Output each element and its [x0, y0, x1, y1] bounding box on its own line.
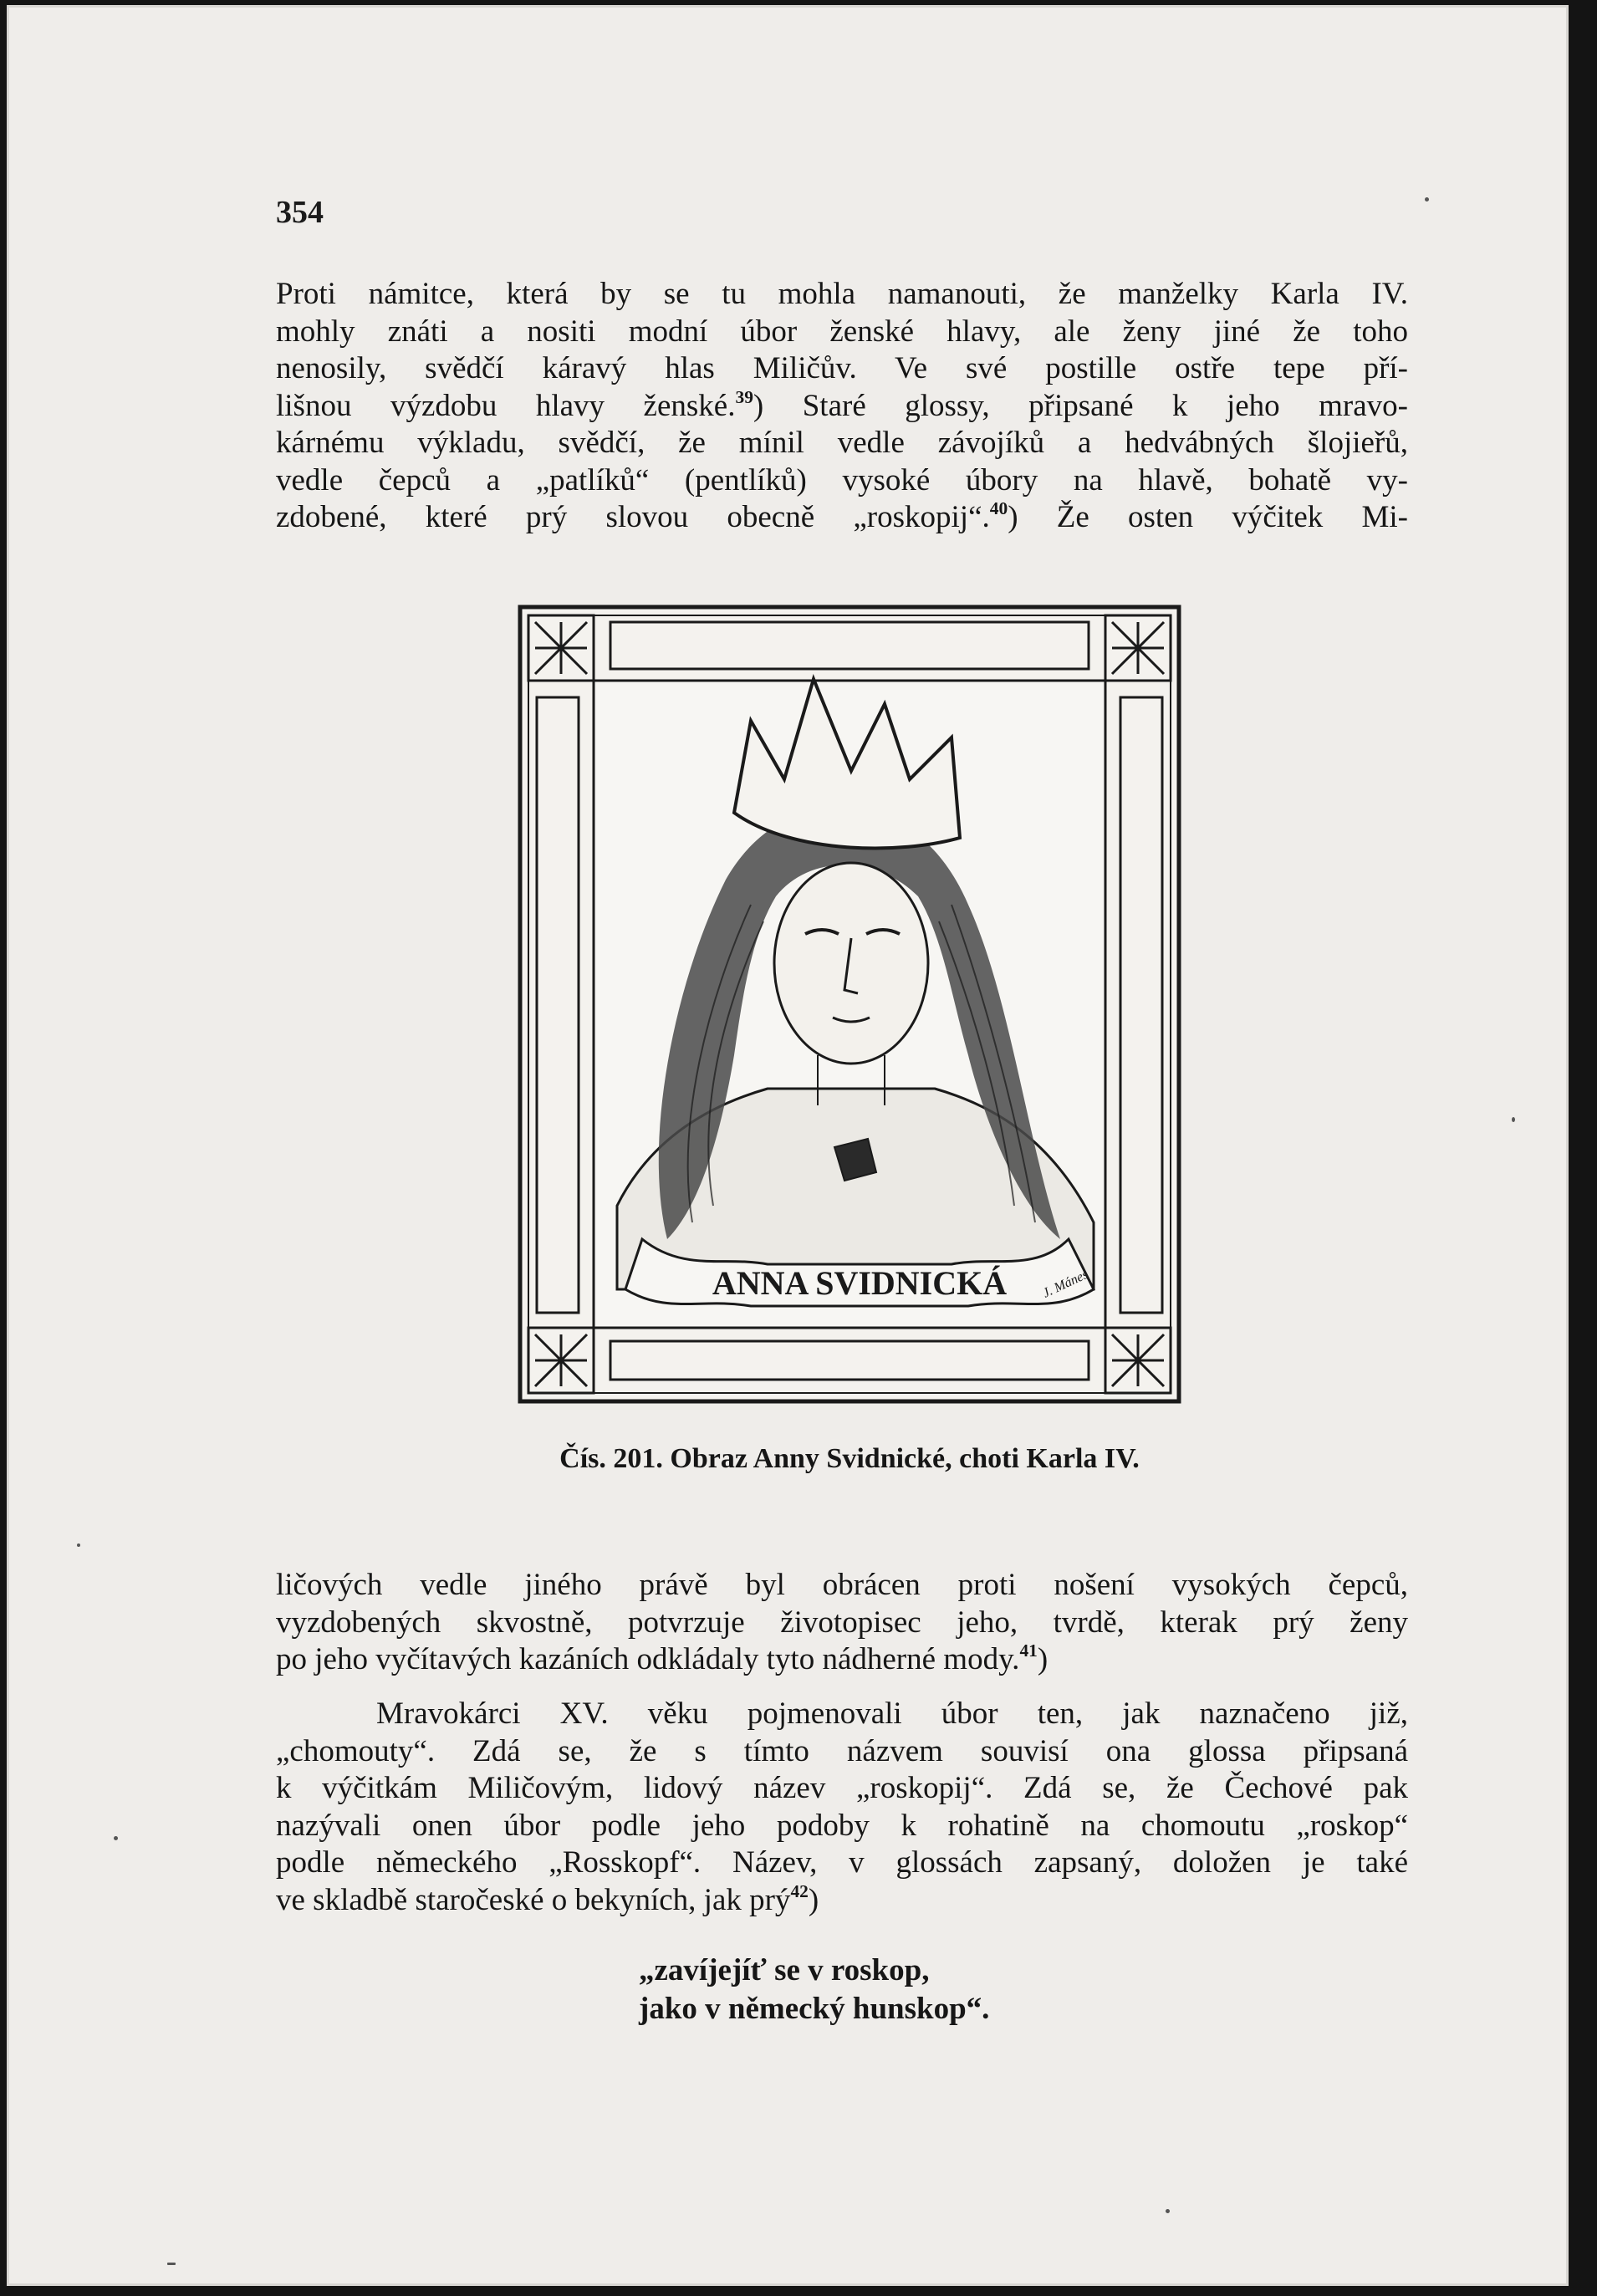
- text-line: podle německého „Rosskopf“. Název, v glossách zapsaný, doložen je také: [276, 1845, 1408, 1880]
- text-line: Proti námitce, která by se tu mohla namanouti, že manželky Karla IV.: [276, 277, 1408, 311]
- text-line: Mravokárci XV. věku pojmenovali úbor ten, jak naznačeno již,: [376, 1696, 1408, 1731]
- portrait-figure: [517, 604, 1182, 1405]
- portrait-engraving: [517, 604, 1182, 1405]
- text-fragment: ): [1037, 1642, 1049, 1676]
- text-fragment: ve skladbě staročeské o bekyních, jak prý: [276, 1882, 791, 1917]
- figure-caption: Čís. 201. Obraz Anny Svidnické, choti Karla IV.: [559, 1443, 1140, 1474]
- quoted-verse: [639, 1952, 1224, 2028]
- text-line: nazývali onen úbor podle jeho podoby k rohatině na chomoutu „roskop“: [276, 1808, 1408, 1843]
- text-fragment: zdobené, které prý slovou obecně „roskopij“.: [276, 500, 990, 534]
- text-line: [276, 388, 1408, 426]
- text-line: k výčitkám Miličovým, lidový název „roskopij“. Zdá se, že Čechové pak: [276, 1771, 1408, 1805]
- paragraph-3: [276, 1696, 1408, 1919]
- text-line: kárnému výkladu, svědčí, že mínil vedle závojíků a hedvábných šlojieřů,: [276, 426, 1408, 460]
- footnote-ref-40: 40: [989, 497, 1008, 518]
- text-line: [276, 499, 1408, 537]
- document-page: [7, 5, 1569, 2286]
- text-line: mohly znáti a nositi modní úbor ženské hlavy, ale ženy jiné že toho: [276, 314, 1408, 349]
- text-line: „chomouty“. Zdá se, že s tímto názvem souvisí ona glossa připsaná: [276, 1733, 1408, 1768]
- text-fragment: ) Staré glossy, připsané k jeho mravo-: [753, 388, 1408, 423]
- text-fragment: „zavíjejíť se v: [639, 1953, 831, 1987]
- emphasized-word: roskop: [830, 1953, 922, 1987]
- engraver-signature: J. Mánes: [1040, 1267, 1091, 1301]
- banner-text: ANNA SVIDNICKÁ: [712, 1264, 1008, 1302]
- footnote-ref-42: 42: [790, 1880, 809, 1901]
- text-line: [276, 1882, 1408, 1920]
- verse-line-2: jako v německý hunskop“.: [639, 1992, 990, 2026]
- page-number: 354: [276, 195, 324, 230]
- text-fragment: ,: [921, 1953, 930, 1987]
- text-fragment: lišnou výzdobu hlavy ženské.: [276, 388, 736, 423]
- corner-ornament: [1105, 615, 1171, 681]
- corner-ornament: [1105, 1328, 1171, 1393]
- text-fragment: ) Že osten výčitek Mi-: [1008, 500, 1408, 534]
- verse-line-1: [639, 1952, 1224, 1990]
- text-fragment: po jeho vyčítavých kazáních odkládaly tyto nádherné mody.: [276, 1642, 1020, 1676]
- paragraph-1: [276, 276, 1408, 537]
- corner-ornament: [528, 1328, 594, 1393]
- corner-ornament: [528, 615, 594, 681]
- paragraph-2: [276, 1567, 1408, 1679]
- text-line: nenosily, svědčí káravý hlas Miličův. Ve své postille ostře tepe pří-: [276, 351, 1408, 385]
- text-line: vyzdobených skvostně, potvrzuje životopisec jeho, tvrdě, kterak prý ženy: [276, 1605, 1408, 1640]
- text-line: ličových vedle jiného právě byl obrácen proti nošení vysokých čepců,: [276, 1568, 1408, 1602]
- footnote-ref-41: 41: [1019, 1640, 1038, 1661]
- text-line: [276, 1641, 1408, 1679]
- text-line: vedle čepců a „patlíků“ (pentlíků) vysoké úbory na hlavě, bohatě vy-: [276, 462, 1408, 497]
- text-fragment: ): [808, 1882, 819, 1917]
- footnote-ref-39: 39: [735, 386, 753, 407]
